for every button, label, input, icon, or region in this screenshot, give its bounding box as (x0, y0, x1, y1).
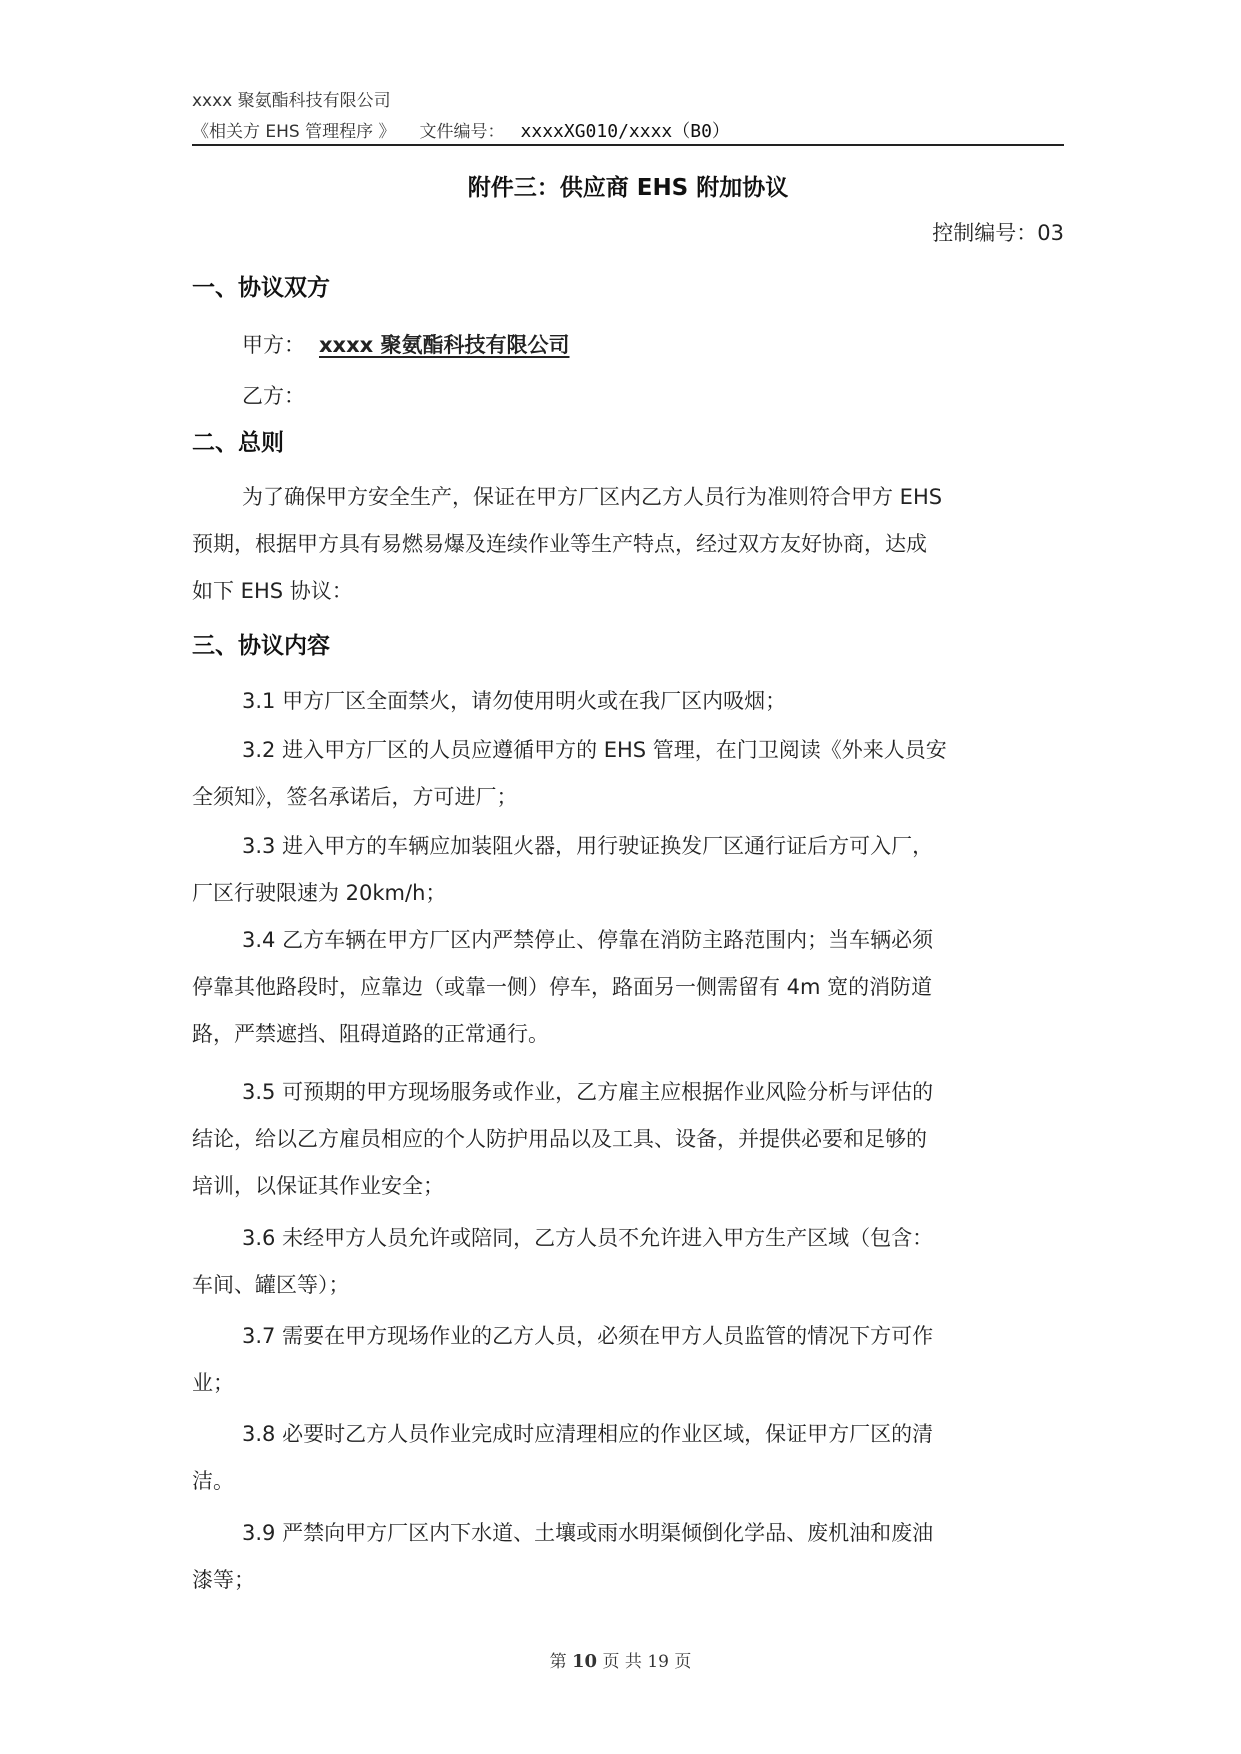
footer-page-number: 10 (572, 1651, 598, 1672)
clause-line: 3.2 进入甲方厂区的人员应遵循甲方的 EHS 管理，在门卫阅读《外来人员安 (242, 738, 947, 762)
clause-3-5 (192, 1069, 1064, 1210)
clause-3-4 (192, 917, 1064, 1058)
header-doc-info (192, 117, 730, 143)
header-doc-no-value: xxxxXG010/xxxx（B0） (520, 121, 730, 142)
clause-line: 3.1 甲方厂区全面禁火，请勿使用明火或在我厂区内吸烟； (242, 689, 787, 713)
header-program: 《相关方 EHS 管理程序 》 (192, 122, 396, 142)
header-company: xxxx 聚氨酯科技有限公司 (192, 91, 391, 111)
clause-line: 3.3 进入甲方的车辆应加装阻火器，用行驶证换发厂区通行证后方可入厂， (242, 834, 934, 858)
section-heading-general: 二、总则 (192, 430, 284, 456)
clause-line: 培训，以保证其作业安全； (192, 1174, 444, 1198)
clause-3-7 (192, 1313, 1064, 1407)
party-a (242, 329, 570, 359)
page-footer (0, 1647, 1241, 1672)
header-divider (192, 144, 1064, 146)
clause-3-2 (192, 727, 1064, 821)
clause-line: 全须知》，签名承诺后，方可进厂； (192, 785, 518, 809)
clause-line: 3.8 必要时乙方人员作业完成时应清理相应的作业区域，保证甲方厂区的清 (242, 1422, 934, 1446)
clause-3-9 (192, 1510, 1064, 1604)
clause-line: 停靠其他路段时，应靠边（或靠一侧）停车，路面另一侧需留有 4m 宽的消防道 (192, 975, 933, 999)
control-number: 控制编号：03 (932, 221, 1064, 245)
general-paragraph (192, 474, 1064, 615)
footer-total-pages: 19 (647, 1652, 669, 1672)
paragraph-line: 如下 EHS 协议： (192, 579, 353, 603)
clause-line: 3.7 需要在甲方现场作业的乙方人员，必须在甲方人员监管的情况下方可作 (242, 1324, 934, 1348)
clause-3-6 (192, 1215, 1064, 1309)
clause-line: 结论，给以乙方雇员相应的个人防护用品以及工具、设备，并提供必要和足够的 (192, 1127, 927, 1151)
clause-line: 3.4 乙方车辆在甲方厂区内严禁停止、停靠在消防主路范围内；当车辆必须 (242, 928, 934, 952)
page-title: 附件三：供应商 EHS 附加协议 (467, 175, 789, 201)
clause-line: 业； (192, 1371, 234, 1395)
section-heading-content: 三、协议内容 (192, 633, 330, 659)
clause-line: 3.5 可预期的甲方现场服务或作业，乙方雇主应根据作业风险分析与评估的 (242, 1080, 934, 1104)
footer-suffix: 页 (674, 1652, 692, 1672)
clause-3-1 (192, 678, 1064, 725)
party-b-label: 乙方： (242, 384, 305, 408)
clause-line: 路，严禁遮挡、阻碍道路的正常通行。 (192, 1022, 549, 1046)
section-heading-parties: 一、协议双方 (192, 275, 330, 301)
clause-line: 漆等； (192, 1568, 255, 1592)
party-a-name: xxxx 聚氨酯科技有限公司 (319, 333, 570, 357)
clause-line: 车间、罐区等）； (192, 1273, 350, 1297)
clause-line: 3.6 未经甲方人员允许或陪同，乙方人员不允许进入甲方生产区域（包含： (242, 1226, 934, 1250)
clause-3-3 (192, 823, 1064, 917)
header-doc-no-label: 文件编号： (419, 122, 505, 142)
clause-line: 洁。 (192, 1469, 234, 1493)
clause-line: 厂区行驶限速为 20km/h； (192, 881, 447, 905)
party-a-label: 甲方： (242, 333, 305, 357)
clause-3-8 (192, 1411, 1064, 1505)
footer-middle: 页 共 (602, 1652, 642, 1672)
paragraph-line: 预期，根据甲方具有易燃易爆及连续作业等生产特点，经过双方友好协商，达成 (192, 532, 927, 556)
paragraph-line: 为了确保甲方安全生产，保证在甲方厂区内乙方人员行为准则符合甲方 EHS (242, 485, 943, 509)
clause-line: 3.9 严禁向甲方厂区内下水道、土壤或雨水明渠倾倒化学品、废机油和废油 (242, 1521, 934, 1545)
footer-prefix: 第 (549, 1652, 567, 1672)
party-b (242, 380, 305, 410)
